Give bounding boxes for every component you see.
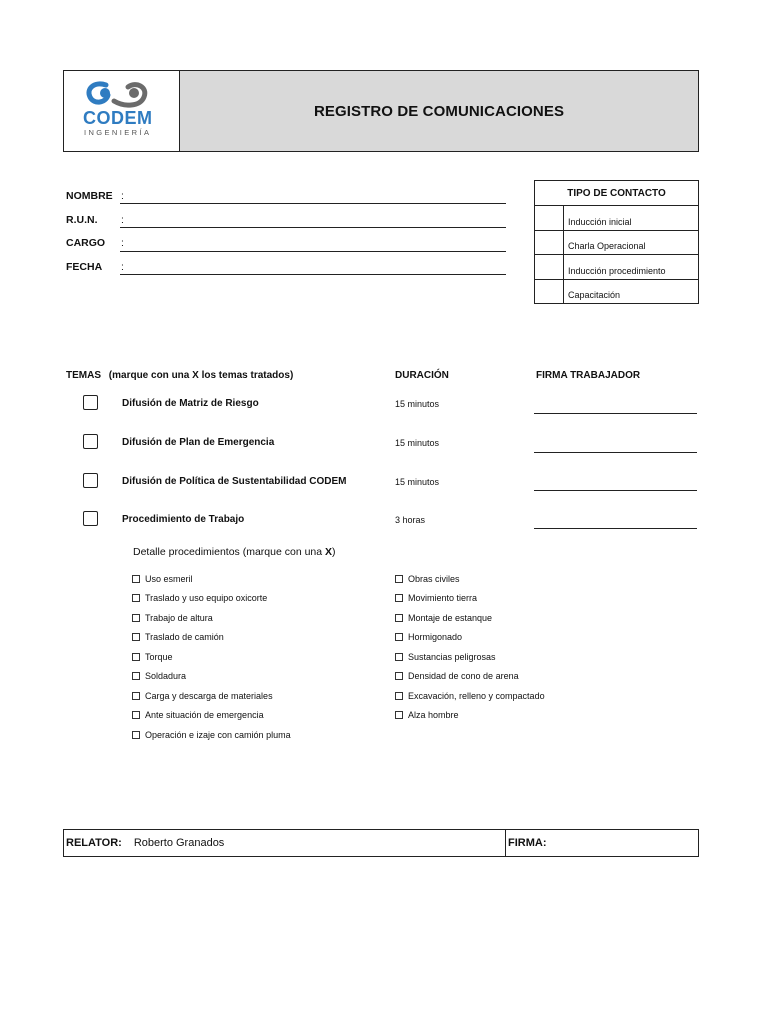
footer-table: [63, 829, 699, 857]
procedures-heading-prefix: Detalle procedimientos (marque con una: [133, 546, 326, 558]
nombre-field[interactable]: [120, 203, 506, 204]
run-label: R.U.N.: [66, 214, 98, 226]
procedure-item[interactable]: [132, 608, 291, 628]
logo: [64, 71, 180, 151]
procedure-item[interactable]: [132, 667, 291, 687]
codem-logo-mark-icon: [84, 79, 160, 109]
procedure-item[interactable]: [395, 569, 545, 589]
procedure-item[interactable]: [132, 706, 291, 726]
procedure-label: Carga y descarga de materiales: [145, 690, 273, 701]
procedure-label: Traslado y uso equipo oxicorte: [145, 593, 268, 604]
topic-checkbox[interactable]: [83, 434, 98, 449]
procedures-left-list: [132, 569, 291, 745]
checkbox-icon[interactable]: [395, 594, 403, 602]
checkbox-icon[interactable]: [132, 692, 140, 700]
procedure-label: Uso esmeril: [145, 573, 193, 584]
document-header: [63, 70, 699, 152]
duration-heading: DURACIÓN: [395, 370, 449, 381]
nombre-label: NOMBRE: [66, 190, 113, 202]
procedure-item[interactable]: [132, 569, 291, 589]
procedure-label: Operación e izaje con camión pluma: [145, 729, 291, 740]
checkbox-icon[interactable]: [395, 614, 403, 622]
checkbox-icon[interactable]: [132, 594, 140, 602]
procedure-item[interactable]: [132, 725, 291, 745]
topic-checkbox[interactable]: [83, 473, 98, 488]
contact-row: [535, 231, 698, 256]
checkbox-icon[interactable]: [395, 575, 403, 583]
topic-label: Difusión de Plan de Emergencia: [122, 437, 275, 448]
topic-signature-line[interactable]: [534, 528, 697, 529]
procedure-label: Excavación, relleno y compactado: [408, 690, 545, 701]
procedure-label: Densidad de cono de arena: [408, 671, 519, 682]
contact-checkbox[interactable]: [535, 255, 564, 279]
procedure-label: Movimiento tierra: [408, 593, 478, 604]
checkbox-icon[interactable]: [132, 731, 140, 739]
firma-cell[interactable]: [506, 830, 698, 856]
checkbox-icon[interactable]: [395, 711, 403, 719]
procedure-item[interactable]: [395, 628, 545, 648]
procedures-heading-x: X: [325, 546, 333, 558]
relator-cell: [64, 830, 506, 856]
procedure-label: Alza hombre: [408, 710, 459, 721]
fecha-colon: :: [121, 261, 124, 273]
procedure-item[interactable]: [395, 608, 545, 628]
checkbox-icon[interactable]: [132, 653, 140, 661]
nombre-colon: :: [121, 190, 124, 202]
checkbox-icon[interactable]: [395, 633, 403, 641]
topic-label: Difusión de Política de Sustentabilidad CODEM: [122, 476, 347, 487]
procedures-heading-suffix: ): [332, 546, 336, 558]
checkbox-icon[interactable]: [132, 614, 140, 622]
checkbox-icon[interactable]: [132, 575, 140, 583]
contact-row: [535, 280, 698, 304]
procedure-item[interactable]: [395, 589, 545, 609]
contact-checkbox[interactable]: [535, 206, 564, 230]
run-field[interactable]: [120, 227, 506, 228]
procedure-label: Montaje de estanque: [408, 612, 493, 623]
relator-label: RELATOR:: [66, 837, 122, 849]
topic-signature-line[interactable]: [534, 452, 697, 453]
cargo-label: CARGO: [66, 237, 106, 249]
firma-label: FIRMA:: [508, 837, 547, 849]
contact-option-label: Inducción procedimiento: [568, 265, 666, 276]
contact-row: [535, 255, 698, 280]
procedure-label: Torque: [145, 651, 173, 662]
topics-heading-label: TEMAS: [66, 370, 101, 381]
contact-row: [535, 206, 698, 231]
contact-option-label: Capacitación: [568, 290, 621, 300]
topic-signature-line[interactable]: [534, 490, 697, 491]
contact-checkbox[interactable]: [535, 231, 564, 255]
checkbox-icon[interactable]: [132, 633, 140, 641]
topic-signature-line[interactable]: [534, 413, 697, 414]
contact-option-label: Inducción inicial: [568, 216, 632, 227]
procedure-item[interactable]: [132, 589, 291, 609]
topics-heading-note: (marque con una X los temas tratados): [108, 370, 294, 381]
procedure-label: Hormigonado: [408, 632, 463, 643]
topic-checkbox[interactable]: [83, 511, 98, 526]
topics-heading: [66, 370, 293, 381]
run-colon: :: [121, 214, 124, 226]
topic-label: Procedimiento de Trabajo: [122, 514, 245, 525]
cargo-field[interactable]: [120, 251, 506, 252]
procedure-label: Ante situación de emergencia: [145, 710, 264, 721]
procedures-right-list: [395, 569, 545, 725]
topic-duration: 15 minutos: [395, 477, 440, 487]
checkbox-icon[interactable]: [132, 711, 140, 719]
topic-label: Difusión de Matriz de Riesgo: [122, 398, 259, 409]
cargo-colon: :: [121, 237, 124, 249]
procedure-item[interactable]: [395, 667, 545, 687]
checkbox-icon[interactable]: [395, 672, 403, 680]
procedure-item[interactable]: [132, 686, 291, 706]
contact-type-table: [534, 180, 699, 304]
checkbox-icon[interactable]: [132, 672, 140, 680]
title-cell: [180, 71, 698, 151]
procedures-heading: [133, 546, 336, 558]
procedure-item[interactable]: [395, 647, 545, 667]
topic-duration: 3 horas: [395, 515, 426, 525]
page-title: REGISTRO DE COMUNICACIONES: [313, 102, 565, 120]
procedure-item[interactable]: [395, 706, 545, 726]
procedure-label: Trabajo de altura: [145, 612, 213, 623]
contact-checkbox[interactable]: [535, 280, 564, 304]
procedure-label: Soldadura: [145, 671, 187, 682]
checkbox-icon[interactable]: [395, 653, 403, 661]
fecha-label: FECHA: [66, 261, 103, 273]
topic-checkbox[interactable]: [83, 395, 98, 410]
relator-name: Roberto Granados: [133, 837, 225, 849]
logo-subtext: INGENIERÍA: [84, 128, 152, 137]
procedure-item[interactable]: [132, 628, 291, 648]
procedure-label: Traslado de camión: [145, 632, 224, 643]
fecha-field[interactable]: [120, 274, 506, 275]
procedure-label: Sustancias peligrosas: [408, 651, 496, 662]
procedure-item[interactable]: [132, 647, 291, 667]
signature-heading: FIRMA TRABAJADOR: [536, 370, 641, 381]
topic-duration: 15 minutos: [395, 438, 440, 448]
contact-option-label: Charla Operacional: [568, 241, 646, 251]
logo-text: CODEM: [83, 108, 153, 128]
procedure-item[interactable]: [395, 686, 545, 706]
procedure-label: Obras civiles: [408, 573, 460, 584]
contact-type-title: TIPO DE CONTACTO: [535, 181, 698, 206]
topic-duration: 15 minutos: [395, 399, 440, 409]
checkbox-icon[interactable]: [395, 692, 403, 700]
